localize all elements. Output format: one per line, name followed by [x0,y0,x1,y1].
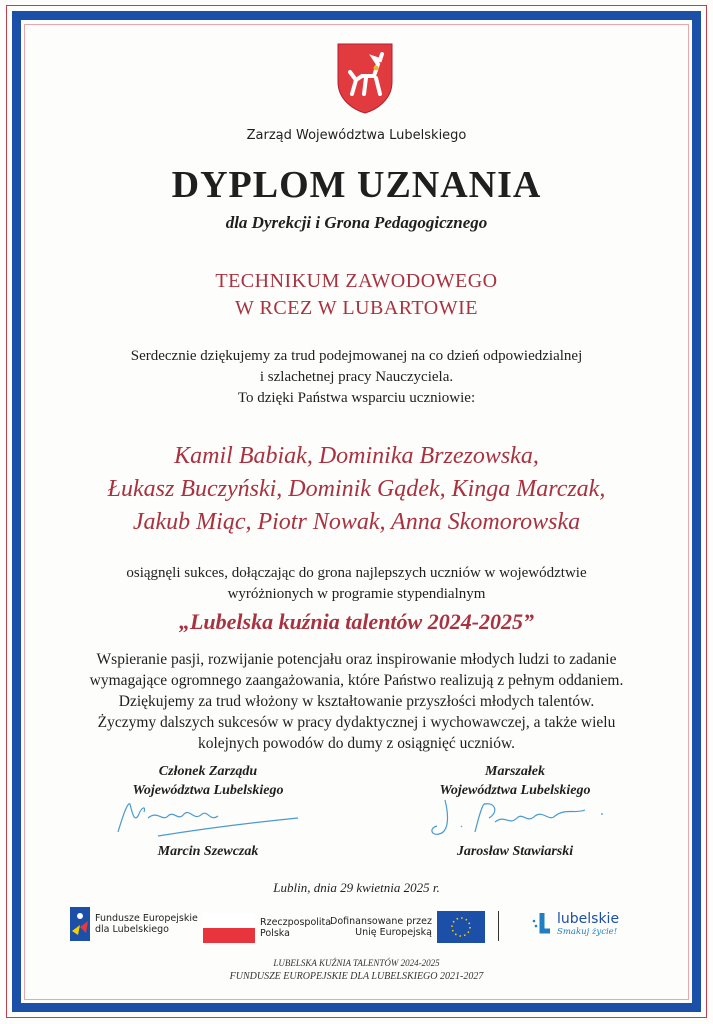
logo-unia-europejska [330,911,485,943]
names-line: Łukasz Buczyński, Dominik Gądek, Kinga Marczak, [107,476,606,502]
intro-text [0,346,713,409]
logo-text: lubelskie [557,911,620,927]
eu-flag-icon [437,911,485,943]
handwritten-signature-icon [405,792,645,842]
signatory-name: Marcin Szewczak [157,844,259,859]
closing-line: Życzymy dalszych sukcesów w pracy dydaktycznej i wychowawczej, a także wielu [97,714,616,731]
school-name-line2: W RCEZ W LUBARTOWIE [235,297,478,319]
school-name-line1: TECHNIKUM ZAWODOWEGO [215,270,498,292]
logo-text: Smakuj życie! [557,927,618,937]
signatory-role: Województwa Lubelskiego [132,783,284,798]
signature-block-right [405,762,625,861]
handwritten-signature-icon [98,792,318,842]
logo-text: Fundusze Europejskie [95,913,198,924]
success-line: wyróżnionych w programie stypendialnym [227,586,486,602]
lubelskie-logo-icon [530,911,552,937]
closing-line: Dziękujemy za trud włożony w kształtowanie przyszłości młodych talentów. [118,693,595,710]
program-name: „Lubelska kuźnia talentów 2024-2025” [178,609,535,634]
signatory-role: Członek Zarządu [158,764,258,779]
student-names [0,440,713,539]
closing-line: wymagające ogromnego zaangażowania, które Państwo realizują z pełnym oddaniem. [89,672,624,689]
success-line: osiągnęli sukces, dołączając do grona najlepszych uczniów w województwie [126,565,587,581]
fe-logo-icon [70,907,90,941]
divider [498,911,499,941]
logo-text: Unię Europejską [355,927,432,938]
polish-flag-icon [203,913,255,943]
logo-text: Rzeczpospolita [260,917,332,928]
footer [0,957,713,983]
footer-line: FUNDUSZE EUROPEJSKIE DLA LUBELSKIEGO 2021-2027 [229,971,484,982]
signatory-name: Jarosław Stawiarski [456,844,574,859]
closing-line: kolejnych powodów do dumy z osiągnięć uczniów. [197,735,516,752]
closing-text [0,649,713,754]
logo-fundusze-europejskie [70,907,198,941]
diploma-subtitle: dla Dyrekcji i Grona Pedagogicznego [225,213,488,232]
issue-date: Lublin, dnia 29 kwietnia 2025 r. [273,880,440,895]
logo-lubelskie [530,911,619,937]
intro-line: Serdecznie dziękujemy za trud podejmowanej na co dzień odpowiedzialnej [130,348,583,364]
closing-line: Wspieranie pasji, rozwijanie potencjału oraz inspirowanie młodych ludzi to zadanie [96,651,617,668]
diploma-title: DYPLOM UZNANIA [171,164,542,206]
success-text [0,563,713,605]
issuer: Zarząd Województwa Lubelskiego [246,128,467,143]
logo-rzeczpospolita-polska [203,913,331,943]
logo-text: Polska [260,928,290,939]
intro-line: To dzięki Państwa wsparciu uczniowie: [237,390,476,406]
logo-text: dla Lubelskiego [95,924,169,935]
footer-line: LUBELSKA KUŹNIA TALENTÓW 2024-2025 [273,958,440,968]
lublin-crest-icon [336,42,394,114]
signatory-role: Województwa Lubelskiego [439,783,591,798]
signatory-role: Marszałek [485,764,545,779]
funding-logos [70,905,650,950]
signature-block-left [98,762,318,861]
names-line: Kamil Babiak, Dominika Brzezowska, [174,443,539,469]
names-line: Jakub Miąc, Piotr Nowak, Anna Skomorowska [132,509,581,535]
intro-line: i szlachetnej pracy Nauczyciela. [259,369,454,385]
logo-text: Dofinansowane przez [330,916,432,927]
